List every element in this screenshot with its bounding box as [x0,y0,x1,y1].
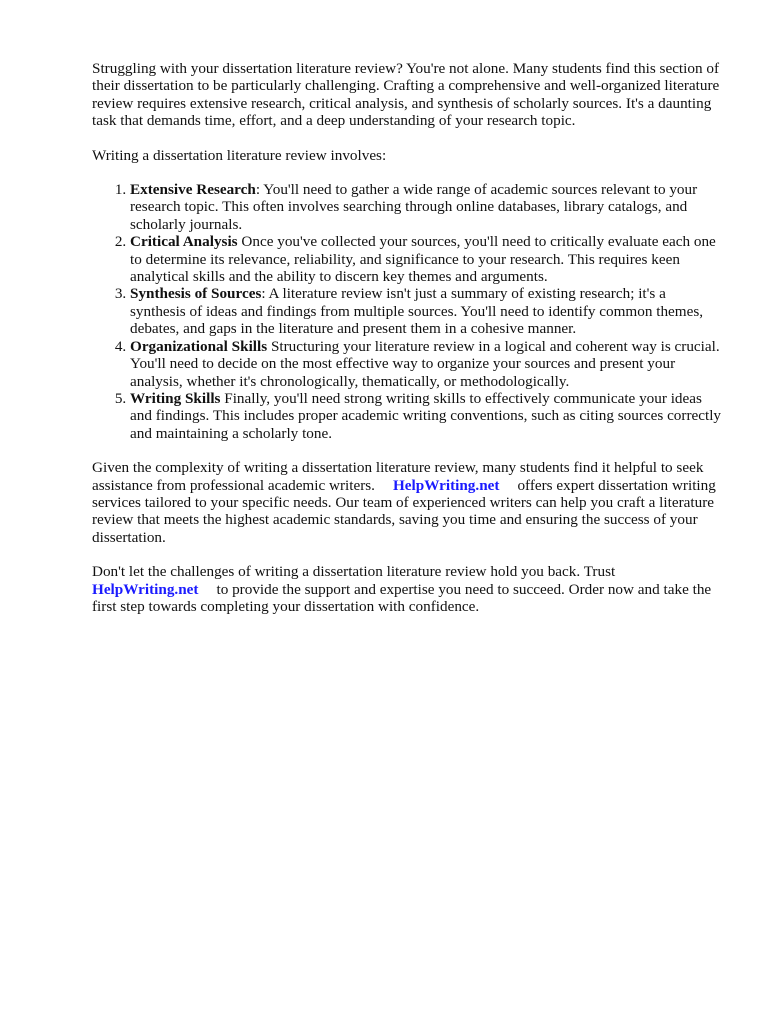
list-item-text: : A literature review isn't just a summary of existing research; it's a synthesis of ideas and findings from multiple sources. You'll need to identify common themes, debates, and gaps in the literature and present them in a cohesive manner. [130,285,704,338]
list-item-title: Organizational Skills [130,337,268,355]
closing-paragraph [92,563,724,615]
list-item-title: Extensive Research [130,181,256,199]
intro-paragraph: Struggling with your dissertation literature review? You're not alone. Many students find this section of their dissertation to be particularly challenging. Crafting a comprehensive and well-organized literature review requires extensive research, critical analysis, and synthesis of scholarly sources. It's a daunting task that demands time, effort, and a deep understanding of your research topic. [92,60,720,130]
service-paragraph [92,459,724,546]
list-item [130,233,724,285]
list-item-text: Once you've collected your sources, you'll need to critically evaluate each one to determine its relevance, reliability, and significance to your research. This requires keen analytical skills and the ability to discern key themes and arguments. [130,233,716,286]
list-item [130,390,724,442]
list-item-text: : You'll need to gather a wide range of academic sources relevant to your research topic. This often involves searching through online databases, library catalogs, and scholarly journals. [130,181,698,233]
list-item [130,181,724,233]
closing-text-before: Don't let the challenges of writing a dissertation literature review hold you back. Trust [92,563,616,581]
service-text-after: offers expert dissertation writing services tailored to your specific needs. Our team of experienced writers can help you craft a literature review that meets the highest academic standards, saving you time and ensuring the success of your dissertation. [92,476,716,546]
document-page [92,60,724,632]
list-item-text: Finally, you'll need strong writing skills to effectively communicate your ideas and findings. This includes proper academic writing conventions, such as citing sources correctly and maintaining a scholarly tone. [130,389,722,442]
helpwriting-link[interactable]: HelpWriting.net [92,580,199,598]
closing-text-after: to provide the support and expertise you need to succeed. Order now and take the first step towards completing your dissertation with confidence. [92,580,712,615]
helpwriting-link[interactable]: HelpWriting.net [392,476,500,494]
list-item-text: Structuring your literature review in a logical and coherent way is crucial. You'll need to decide on the most effective way to organize your sources and present your analysis, whether it's chronologically, thematically, or methodologically. [130,337,720,390]
service-text-before: Given the complexity of writing a dissertation literature review, many students find it helpful to seek assistance from professional academic writers. [92,459,704,494]
list-item-title: Writing Skills [130,389,221,407]
list-item-title: Critical Analysis [130,233,238,251]
list-intro: Writing a dissertation literature review involves: [92,146,387,164]
list-item-title: Synthesis of Sources [130,285,262,303]
list-item [130,338,724,390]
list-item [130,285,724,337]
requirements-list [92,181,724,442]
